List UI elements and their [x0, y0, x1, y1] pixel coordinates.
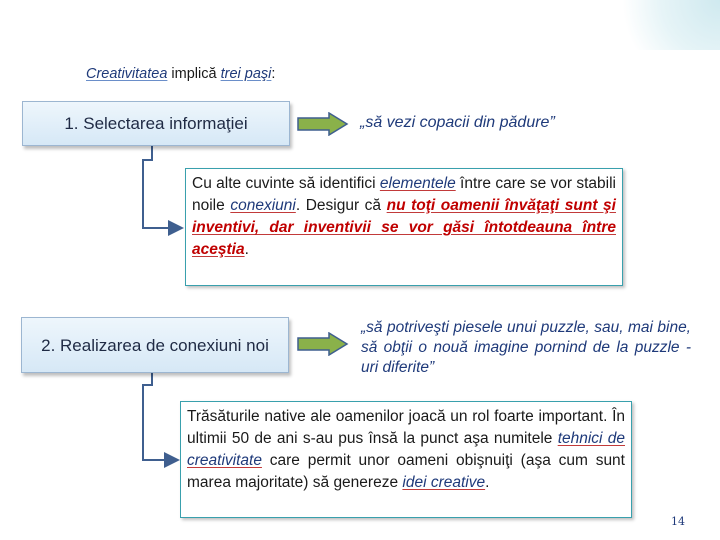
note1-elements: elementele — [379, 175, 456, 192]
note2-text-b: care permit unor oameni obişnuiţi (aşa cum sunt marea majoritate) să genereze — [187, 452, 625, 491]
step2-box — [21, 317, 289, 373]
step1-label: 1. Selectarea informaţiei — [64, 114, 248, 133]
note2-text-c: . — [485, 474, 490, 491]
note1-text-c: . Desigur că — [295, 197, 387, 214]
connector-step1-note1 — [143, 146, 180, 228]
note-1 — [185, 168, 623, 286]
note-2 — [180, 401, 632, 518]
connector-step2-note2 — [143, 373, 176, 460]
page-number: 14 — [671, 515, 685, 528]
note2-creative-ideas: idei creative — [402, 474, 486, 491]
quote-1: „să vezi copacii din pădure” — [360, 114, 555, 131]
step1-box — [22, 101, 290, 146]
right-arrow-icon — [297, 332, 349, 356]
title-implies: implică — [167, 66, 221, 82]
note1-text-d: . — [244, 241, 249, 258]
title-creativity: Creativitatea — [86, 66, 168, 82]
right-arrow-icon — [297, 112, 349, 136]
note1-connections: conexiuni — [230, 197, 296, 214]
note2-text-a: Trăsăturile native ale oamenilor joacă un rol foarte important. În ultimii 50 de ani s-au pus însă la punct aşa numitele — [187, 408, 625, 447]
step2-label: 2. Realizarea de conexiuni noi — [41, 335, 269, 355]
quote-2: „să potriveşti piesele unui puzzle, sau, mai bine, să obţii o nouă imagine pornind de la puzzle - uri diferite” — [361, 319, 691, 376]
title-three-steps: trei paşi — [220, 66, 272, 82]
note1-text-b: între care se vor stabili noile — [192, 175, 616, 214]
note1-emphasis: nu toţi oamenii învăţaţi sunt şi inventivi, dar inventivii se vor găsi întotdeauna între aceştia — [192, 197, 616, 258]
note1-text-a: Cu alte cuvinte să identifici — [192, 175, 380, 192]
note2-techniques: tehnici de creativitate — [187, 430, 625, 469]
title-colon: : — [271, 66, 276, 82]
